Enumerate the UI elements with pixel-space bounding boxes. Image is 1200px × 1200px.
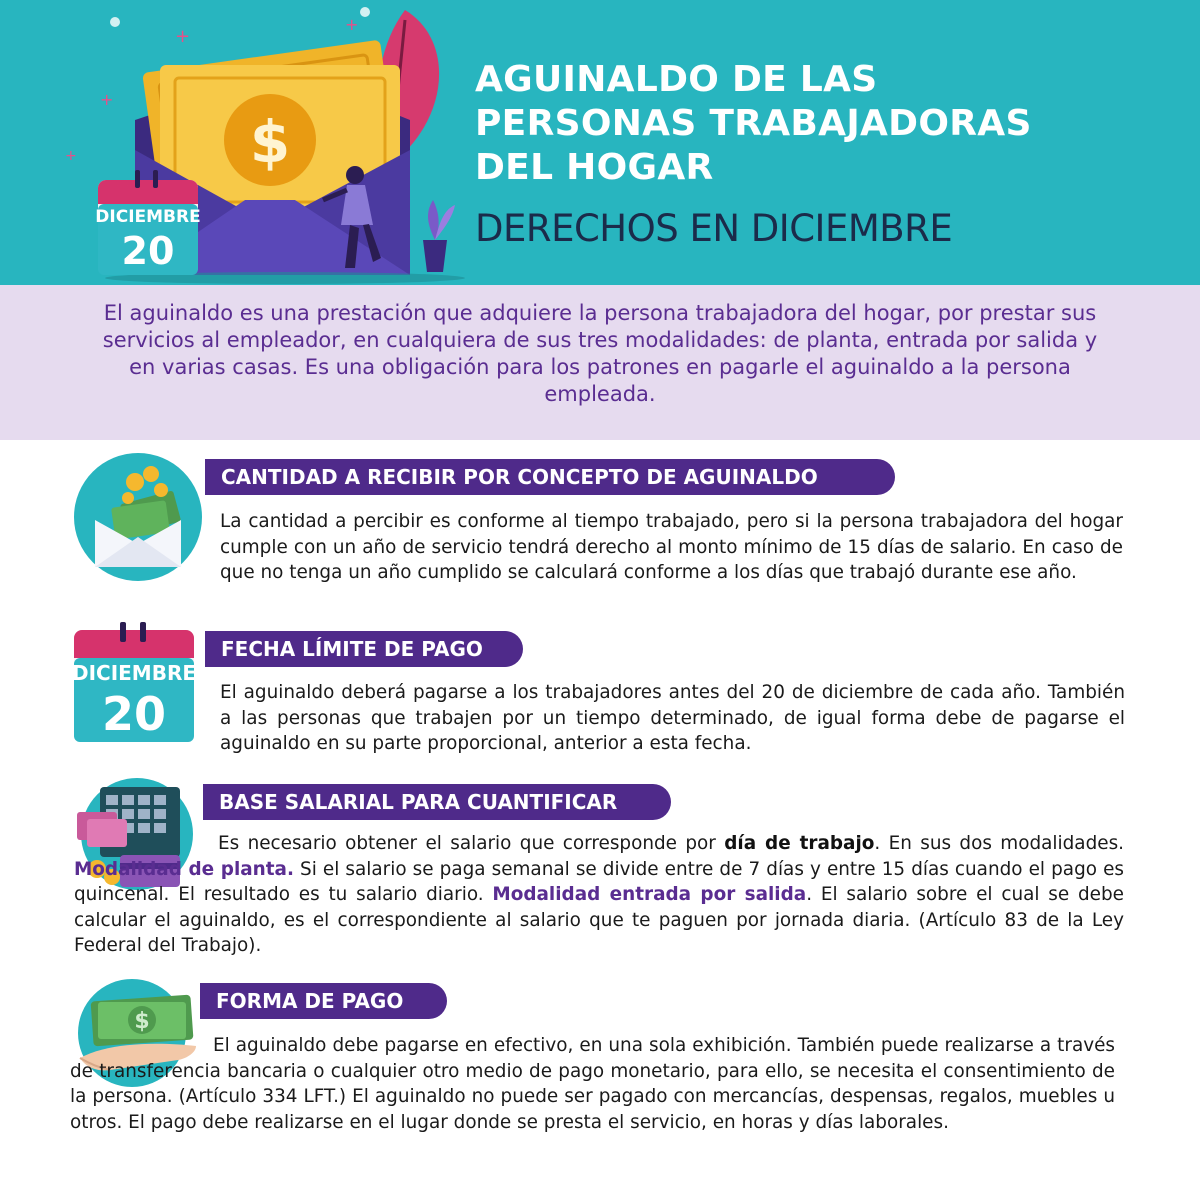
base-bold-b: Modalidad de planta. (74, 858, 294, 880)
base-bold-c: Modalidad entrada por salida (492, 884, 807, 905)
svg-text:+: + (100, 90, 114, 109)
svg-text:+: + (345, 15, 359, 34)
section-text-base (74, 831, 1124, 959)
svg-text:$: $ (249, 108, 291, 176)
base-text-b: . En sus dos modalidades. (874, 833, 1124, 854)
section-title-forma: FORMA DE PAGO (200, 983, 447, 1019)
page-subtitle: DERECHOS EN DICIEMBRE (475, 207, 953, 250)
section-title-fecha: FECHA LÍMITE DE PAGO (205, 631, 523, 667)
svg-text:+: + (65, 148, 77, 164)
title-line-3: DEL HOGAR (475, 147, 714, 188)
plant-icon (423, 200, 455, 272)
svg-text:20: 20 (101, 687, 167, 741)
base-bold-a: día de trabajo (724, 833, 875, 854)
base-text-a: Es necesario obtener el salario que corresponde por (218, 833, 725, 854)
calendar-icon (95, 170, 200, 275)
svg-text:DICIEMBRE: DICIEMBRE (72, 661, 196, 685)
title-line-2: PERSONAS TRABAJADORAS (475, 103, 1032, 144)
section-text-cantidad: La cantidad a percibir es conforme al tiempo trabajado, pero si la persona trabajadora del hogar cumple con un año de servicio tendrá derecho al monto mínimo de 15 días de salario. En caso de que no tenga un año cumplido se calculará conforme a los días que trabajó durante ese año. (220, 511, 1123, 583)
calendar-date-icon (72, 622, 196, 744)
forma-text: El aguinaldo debe pagarse en efectivo, en una sola exhibición. También puede realizarse a través de transferencia bancaria o cualquier otro medio de pago monetario, para ello, se necesita el consentimiento de la persona. (Artículo 334 LFT.) El aguinaldo no puede ser pagado con mercancías, despensas, regalos, muebles u otros. El pago debe realizarse en el lugar donde se presta el servicio, en horas y días laborales. (70, 1035, 1115, 1133)
svg-text:20: 20 (121, 229, 175, 273)
header-banner (0, 0, 1200, 285)
envelope-money-icon (73, 452, 203, 582)
title-line-1: AGUINALDO DE LAS (475, 59, 878, 100)
section-text-forma (70, 1033, 1115, 1135)
svg-text:+: + (175, 26, 191, 47)
intro-text: El aguinaldo es una prestación que adquiere la persona trabajadora del hogar, por prestar sus servicios al empleador, en cualquiera de sus tres modalidades: de planta, entrada por salida y en varias casas. Es una obligación para los patrones en pagarle el aguinaldo a la persona empleada. (102, 301, 1098, 406)
section-text-fecha: El aguinaldo deberá pagarse a los trabajadores antes del 20 de diciembre de cada año. También a las personas que trabajen por un tiempo determinado, de igual forma debe de pagarse el aguinaldo en su parte proporcional, anterior a esta fecha. (220, 682, 1125, 754)
section-title-cantidad: CANTIDAD A RECIBIR POR CONCEPTO DE AGUINALDO (205, 459, 895, 495)
svg-text:DICIEMBRE: DICIEMBRE (95, 207, 201, 227)
base-text-d: . El salario sobre el cual se debe calcular el aguinaldo, es el correspondiente al salario que te paguen por jornada diaria. (Artículo 83 de la Ley Federal del Trabajo). (74, 884, 1124, 956)
section-title-base: BASE SALARIAL PARA CUANTIFICAR (203, 784, 671, 820)
hero-illustration (55, 0, 475, 285)
base-text-c: Si el salario se paga semanal se divide entre de 7 días y entre 15 días cuando el pago es quincenal. El resultado es tu salario diario. (74, 858, 1124, 905)
svg-text:$: $ (134, 1009, 150, 1034)
page-title (475, 58, 1175, 190)
intro-panel (0, 285, 1200, 440)
